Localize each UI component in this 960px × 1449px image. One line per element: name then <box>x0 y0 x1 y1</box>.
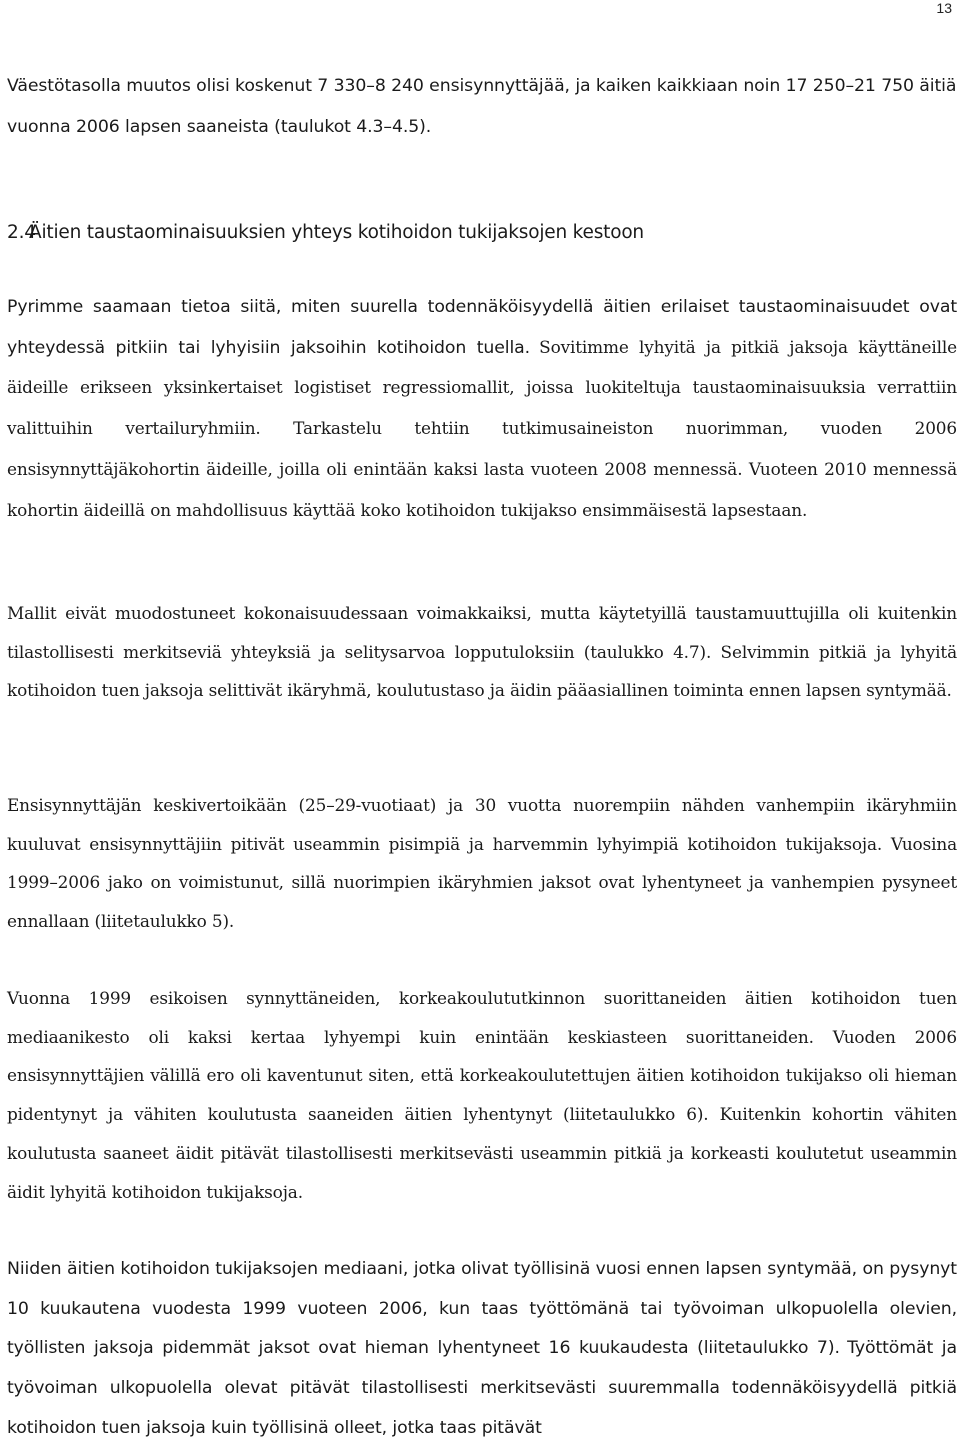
page-number: 13 <box>936 0 952 16</box>
body-paragraph <box>7 288 957 531</box>
body-paragraph <box>7 1250 957 1449</box>
section-heading <box>7 219 644 247</box>
body-paragraph: Vuonna 1999 esikoisen synnyttäneiden, korkeakoulututkinnon suorittaneiden äitien kotihoidon tuen mediaanikesto oli kaksi kertaa lyhyempi kuin enintään keskiasteen suorittaneiden. Vuoden 2006 ensisynnyttäjien välillä ero oli kaventunut siten, että korkeakoulutettujen äitien kotihoidon tukijakso oli hieman pidentynyt ja vähiten koulutusta saaneiden äitien lyhentynyt (liitetaulukko 6). Kuitenkin kohortin vähiten koulutusta saaneet äidit pitävät tilastollisesti merkitsevästi useammin pitkiä ja korkeasti koulutetut useammin äidit lyhyitä kotihoidon tukijaksoja. <box>7 988 957 1202</box>
body-paragraph: Mallit eivät muodostuneet kokonaisuudessaan voimakkaiksi, mutta käytetyillä taustamuuttujilla oli kuitenkin tilastollisesti merkitseviä yhteyksiä ja selitysarvoa lopputuloksiin (taulukko 4.7). Selvimmin pitkiä ja lyhyitä kotihoidon tuen jaksoja selittivät ikäryhmä, koulutustaso ja äidin pääasiallinen toiminta ennen lapsen syntymää. <box>7 603 957 701</box>
body-paragraph: Ensisynnyttäjän keskivertoikään (25–29-vuotiaat) ja 30 vuotta nuorempiin nähden vanhempiin ikäryhmiin kuuluvat ensisynnyttäjiin pitivät useammin pisimpiä ja harvemmin lyhyimpiä kotihoidon tukijaksoja. Vuosina 1999–2006 jako on voimistunut, sillä nuorimpien ikäryhmien jaksot ovat lyhentyneet ja vanhempien pysyneet ennallaan (liitetaulukko 5). <box>7 795 957 932</box>
intro-paragraph: Väestötasolla muutos olisi koskenut 7 330–8 240 ensisynnyttäjää, ja kaiken kaikkiaan noin 17 250–21 750 äitiä vuonna 2006 lapsen saaneista (taulukot 4.3–4.5). <box>7 76 957 137</box>
paragraph-text: Sovitimme lyhyitä ja pitkiä jaksoja käyttäneille äideille erikseen yksinkertaiset logistiset regressiomallit, joissa luokiteltuja taustaominaisuuksia verrattiin valittuihin vertailuryhmiin. Tarkastelu tehtiin tutkimusaineiston nuorimman, vuoden 2006 ensisynnyttäjäkohortin äideille, joilla oli enintään kaksi lasta vuoteen 2008 mennessä. Vuoteen 2010 mennessä kohortin äideillä on mahdollisuus käyttää koko kotihoidon tukijakso ensimmäisestä lapsestaan. <box>7 336 957 520</box>
paragraph-lead: Niiden äitien kotihoidon tukijaksojen mediaani, jotka olivat työllisinä vuosi ennen lapsen syntymää, on pysynyt 10 kuukautena vuodesta 1999 vuoteen 2006, kun taas työttömänä tai työvoiman ulkopuolella olevien, työllisten jaksoja pidemmät jaksot ovat hieman lyhentyneet 16 kuukaudesta (liitetaulukko 7). <box>7 1259 957 1359</box>
paragraph-text: Työttömät ja työvoiman ulkopuolella olevat pitävät tilastollisesti merkitsevästi suuremmalla todennäköisyydellä pitkiä kotihoidon tuen jaksoja kuin työllisinä olleet, jotka taas pitävät <box>7 1338 957 1438</box>
paragraph-lead: Pyrimme saamaan tietoa siitä, miten suurella todennäköisyydellä äitien erilaiset taustaominaisuudet ovat yhteydessä pitkiin tai lyhyisiin jaksoihin kotihoidon tuella. <box>7 297 957 358</box>
section-number: 2.4 <box>7 222 36 243</box>
section-title: Äitien taustaominaisuuksien yhteys kotihoidon tukijaksojen kestoon <box>29 222 644 243</box>
